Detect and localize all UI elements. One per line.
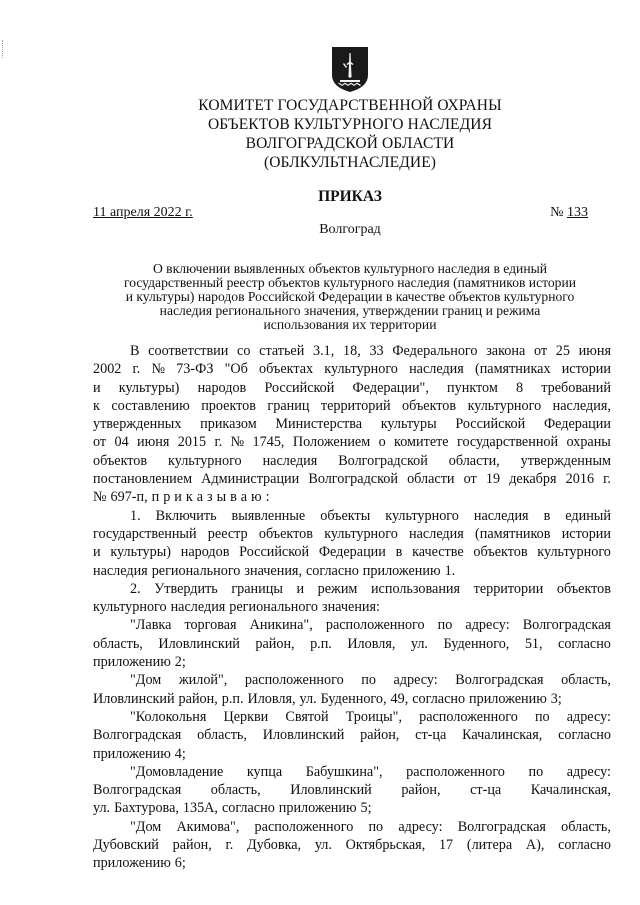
body-text-line: культурного наследия регионального значения: [93,599,380,616]
body-text-line: утвержденных приказом Министерства культуры Российской Федерации [93,416,611,433]
order-subject [92,262,608,332]
body-text-line: "Дом жилой", расположенного по адресу: Волгоградская область, [130,672,611,689]
body-text-line: приложению 2; [93,654,186,671]
committee-line: ВОЛГОГРАДСКОЙ ОБЛАСТИ [245,135,455,152]
body-text-line: Дубовский район, г. Дубовка, ул. Октябрьская, 17 (литера А), согласно [93,837,611,854]
order-date: 11 апреля 2022 г. [93,205,193,220]
body-text-line: область, Иловлинский район, р.п. Иловля, ул. Буденного, 51, согласно [93,635,611,652]
volgograd-coat-of-arms-icon [331,46,369,93]
body-text-line: Иловлинский район, р.п. Иловля, ул. Буденного, 49, согласно приложению 3; [93,690,562,707]
body-text-line: 2002 г. № 73-ФЗ "Об объектах культурного наследия (памятниках истории [93,361,611,378]
committee-name [160,96,540,172]
body-text-line: и культуры) народов Российской Федерации", пунктом 8 требований [93,379,611,396]
body-text-line: наследия регионального значения, согласно приложению 1. [93,562,456,579]
document-type-title: ПРИКАЗ [318,188,382,205]
body-text-line: приложению 4; [93,745,186,762]
subject-line: использования их территории [263,317,437,332]
subject-line: государственный реестр объектов культурного наследия (памятников истории [123,275,577,290]
committee-line: (ОБЛКУЛЬТНАСЛЕДИЕ) [263,154,437,171]
body-text-line: 1. Включить выявленные объекты культурного наследия в единый [130,507,611,524]
body-text-line: В соответствии со статьей 3.1, 18, 33 Федерального закона от 25 июня [130,343,611,359]
body-text-line: "Дом Акимова", расположенного по адресу: Волгоградская область, [130,818,611,835]
body-text-line: № 697-п, п р и к а з ы в а ю : [93,489,270,506]
subject-line: О включении выявленных объектов культурного наследия в единый [152,261,548,276]
subject-line: наследия регионального значения, утверждении границ и режима [159,303,541,318]
body-text-line: к составлению проектов границ территорий объектов культурного наследия, [93,397,611,414]
body-text-line: Волгоградская область, Иловлинский район, ст-ца Качалинская, [93,782,611,799]
subject-line: и культуры) народов Российской Федерации в качестве объектов культурного [125,289,575,304]
committee-line: КОМИТЕТ ГОСУДАРСТВЕННОЙ ОХРАНЫ [198,97,502,114]
body-text-line: и культуры) народов Российской Федерации в качестве объектов культурного [93,544,611,561]
order-body [93,342,611,873]
order-number [550,205,588,221]
scan-edge-mark [2,40,4,58]
order-number-value: 133 [567,205,588,220]
body-text-line: от 04 июня 2015 г. № 1745, Положением о комитете государственной охраны [93,434,611,451]
body-text-line: ул. Бахтурова, 135А, согласно приложению 5; [93,800,372,817]
order-number-prefix: № [550,205,564,220]
body-text-line: 2. Утвердить границы и режим использования территории объектов [130,580,611,597]
body-text-line: "Колокольня Церкви Святой Троицы", расположенного по адресу: [130,708,611,725]
body-text-line: государственный реестр объектов культурного наследия (памятников истории [93,525,611,542]
body-text-line: Волгоградская область, Иловлинский район, ст-ца Качалинская, согласно [93,727,611,744]
body-text-line: приложению 6; [93,855,186,872]
body-text-line: объектов культурного наследия Волгоградской области, утвержденным [93,452,611,469]
body-text-line: постановлением Администрации Волгоградской области от 19 декабря 2016 г. [93,471,611,488]
body-text-line: "Лавка торговая Аникина", расположенного по адресу: Волгоградская [130,617,611,634]
issue-city: Волгоград [319,222,381,237]
body-text-line: "Домовладение купца Бабушкина", расположенного по адресу: [130,763,611,780]
committee-line: ОБЪЕКТОВ КУЛЬТУРНОГО НАСЛЕДИЯ [207,116,493,133]
